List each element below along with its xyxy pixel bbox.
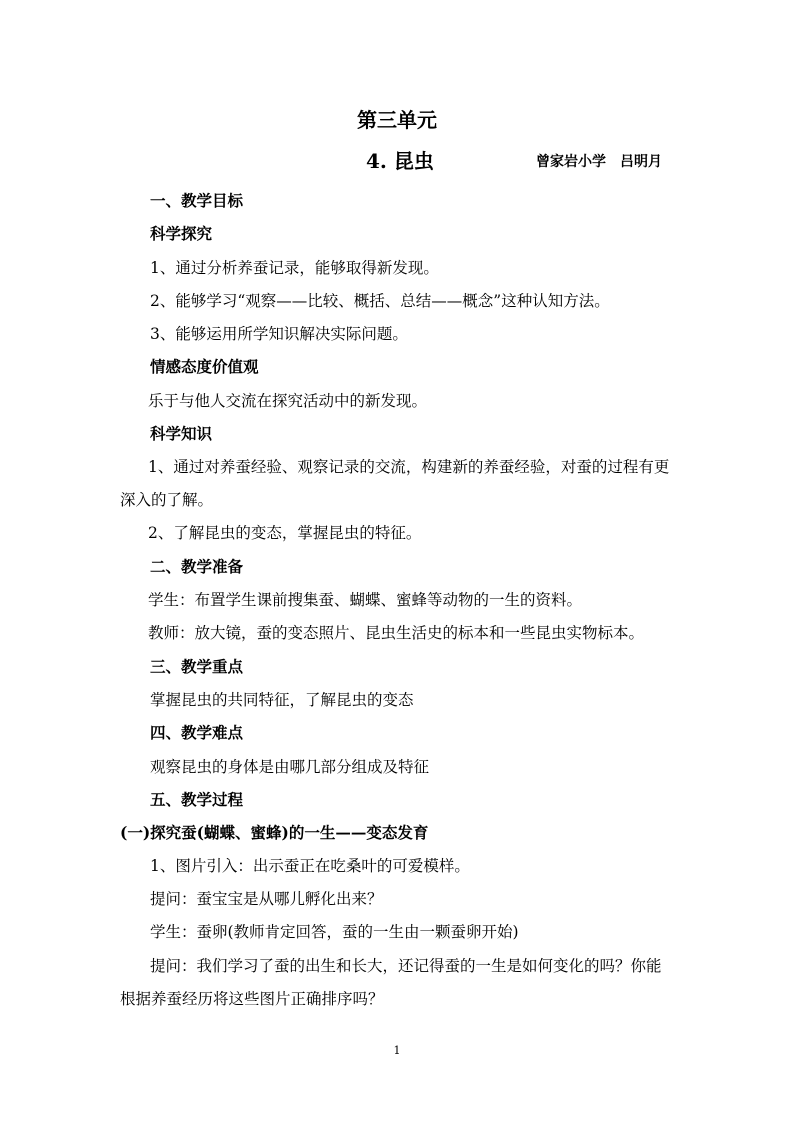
process-item-1: 1、图片引入：出示蚕正在吃桑叶的可爱模样。 bbox=[150, 857, 470, 875]
goals-heading: 一、教学目标 bbox=[150, 191, 244, 210]
knowledge-heading: 科学知识 bbox=[150, 424, 213, 443]
page-number: 1 bbox=[393, 1044, 401, 1057]
process-answer-1: 学生：蚕卵(教师肯定回答，蚕的一生由一颗蚕卵开始) bbox=[150, 923, 519, 941]
knowledge-item-1-line-1: 1、通过对养蚕经验、观察记录的交流，构建新的养蚕经验，对蚕的过程有更 bbox=[148, 458, 670, 476]
inquiry-heading: 科学探究 bbox=[150, 224, 213, 243]
process-question-2-line-2: 根据养蚕经历将这些图片正确排序吗？ bbox=[120, 990, 384, 1008]
inquiry-item-3: 3、能够运用所学知识解决实际问题。 bbox=[150, 325, 408, 343]
process-question-1: 提问：蚕宝宝是从哪儿孵化出来？ bbox=[150, 890, 383, 908]
process-heading: 五、教学过程 bbox=[150, 790, 244, 809]
unit-title: 第三单元 bbox=[357, 108, 437, 132]
author-line bbox=[536, 151, 662, 171]
attitude-item-1: 乐于与他人交流在探究活动中的新发现。 bbox=[148, 392, 428, 410]
prep-student: 学生：布置学生课前搜集蚕、蝴蝶、蜜蜂等动物的一生的资料。 bbox=[148, 591, 583, 609]
focus-heading: 三、教学重点 bbox=[150, 657, 244, 676]
lesson-title: 4. 昆虫 bbox=[366, 149, 434, 173]
difficulty-item-1: 观察昆虫的身体是由哪几部分组成及特征 bbox=[150, 758, 430, 776]
knowledge-item-1-line-2: 深入的了解。 bbox=[120, 491, 214, 509]
school-name: 曾家岩小学 bbox=[536, 154, 606, 170]
focus-item-1: 掌握昆虫的共同特征，了解昆虫的变态 bbox=[150, 691, 414, 709]
prep-heading: 二、教学准备 bbox=[150, 557, 244, 576]
knowledge-item-2: 2、了解昆虫的变态，掌握昆虫的特征。 bbox=[148, 524, 422, 542]
attitude-heading: 情感态度价值观 bbox=[150, 357, 259, 376]
teacher-name: 吕明月 bbox=[620, 154, 662, 170]
difficulty-heading: 四、教学难点 bbox=[150, 723, 244, 742]
inquiry-item-2: 2、能够学习“观察——比较、概括、总结——概念”这种认知方法。 bbox=[150, 292, 610, 310]
process-subheading-1: (一)探究蚕(蝴蝶、蜜蜂)的一生——变态发育 bbox=[120, 823, 429, 842]
process-question-2-line-1: 提问：我们学习了蚕的出生和长大，还记得蚕的一生是如何变化的吗？你能 bbox=[150, 957, 662, 975]
prep-teacher: 教师：放大镜，蚕的变态照片、昆虫生活史的标本和一些昆虫实物标本。 bbox=[148, 624, 645, 642]
inquiry-item-1: 1、通过分析养蚕记录，能够取得新发现。 bbox=[150, 259, 439, 277]
